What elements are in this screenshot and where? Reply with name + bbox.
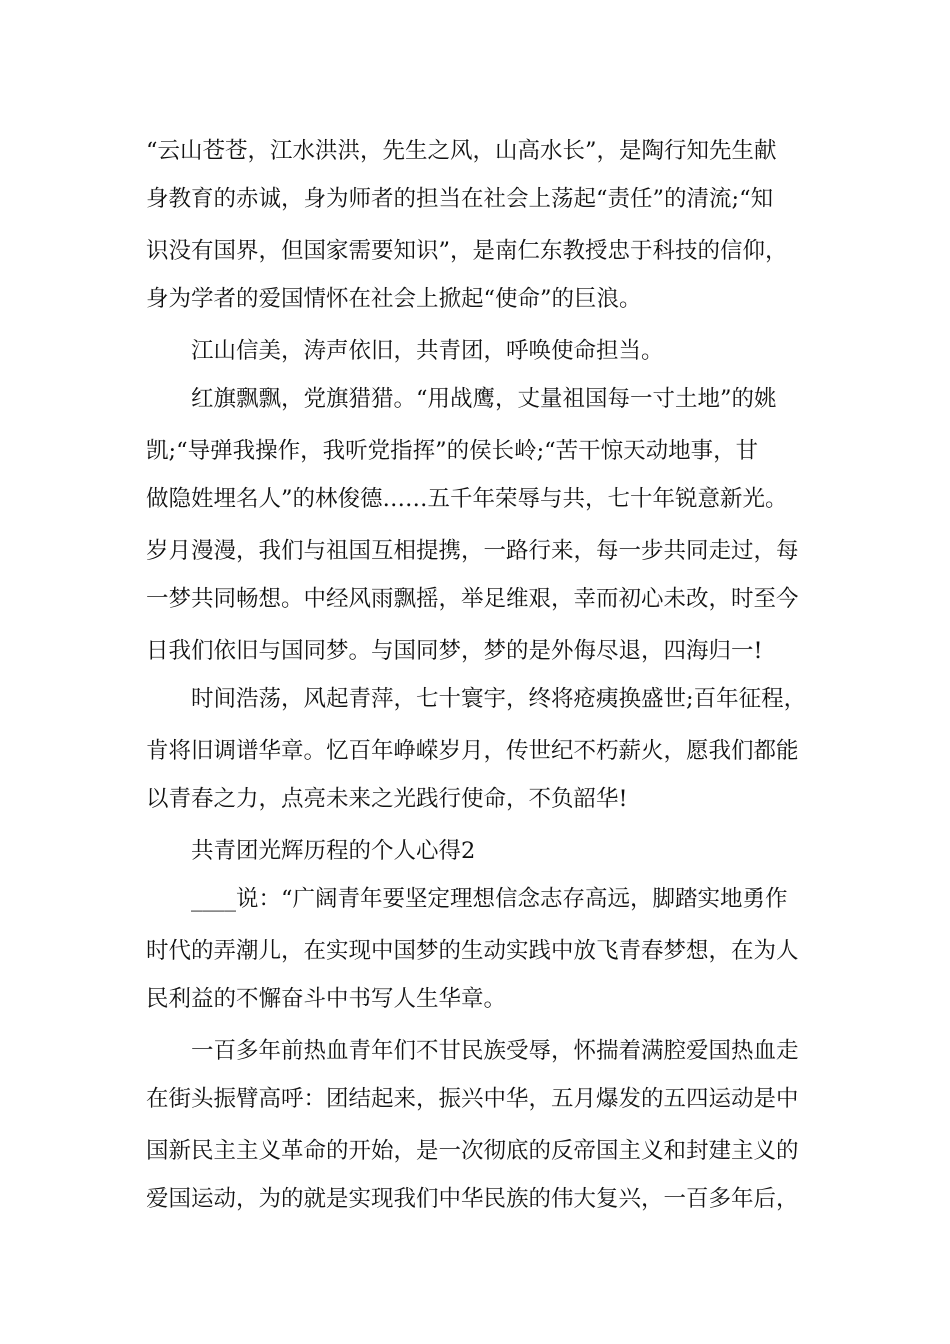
text-line: 做隐姓埋名人”的林俊德……五千年荣辱与共，七十年锐意新光。 [146,486,788,512]
text-line: 一梦共同畅想。中经风雨飘摇，举足维艰，幸而初心未改，时至今 [146,586,799,612]
text-line: 岁月漫漫，我们与祖国互相提携，一路行来，每一步共同走过，每 [146,538,799,564]
paragraph-line: 红旗飘飘，党旗猎猎。“用战鹰，丈量祖国每一寸土地”的姚 [191,386,777,412]
paragraph-line: 一百多年前热血青年们不甘民族受辱，怀揣着满腔爱国热血走 [191,1038,799,1064]
paragraph-line: 江山信美，涛声依旧，共青团，呼唤使命担当。 [191,338,664,364]
section-heading: 共青团光辉历程的个人心得2 [191,838,476,864]
text-line: 民利益的不懈奋斗中书写人生华章。 [146,986,507,1012]
text-line: 以青春之力，点亮未来之光践行使命，不负韶华! [146,786,628,812]
text-line: 国新民主主义革命的开始，是一次彻底的反帝国主义和封建主义的 [146,1138,799,1164]
text-line: 日我们依旧与国同梦。与国同梦，梦的是外侮尽退，四海归一! [146,638,763,664]
text-line: 肯将旧调谱华章。忆百年峥嵘岁月，传世纪不朽薪火，愿我们都能 [146,738,799,764]
text-line: 凯;“导弹我操作，我听党指挥”的侯长岭;“苦干惊天动地事，甘 [146,438,759,464]
paragraph-line: 时间浩荡，风起青萍，七十寰宇，终将疮痍换盛世;百年征程， [191,686,807,712]
text-line: 身为学者的爱国情怀在社会上掀起“使命”的巨浪。 [146,286,642,312]
paragraph-line: ____说：“广阔青年要坚定理想信念志存高远，脚踏实地勇作 [191,886,788,912]
text-line: 身教育的赤诚，身为师者的担当在社会上荡起“责任”的清流;“知 [146,186,774,212]
text-line: 爱国运动，为的就是实现我们中华民族的伟大复兴，一百多年后， [146,1186,799,1212]
text-line: “云山苍苍，江水洪洪，先生之风，山高水长”，是陶行知先生献 [146,138,777,164]
text-line: 在街头振臂高呼：团结起来，振兴中华，五月爆发的五四运动是中 [146,1086,799,1112]
text-line: 识没有国界，但国家需要知识”，是南仁东教授忠于科技的信仰， [146,238,788,264]
text-line: 时代的弄潮儿，在实现中国梦的生动实践中放飞青春梦想，在为人 [146,938,799,964]
